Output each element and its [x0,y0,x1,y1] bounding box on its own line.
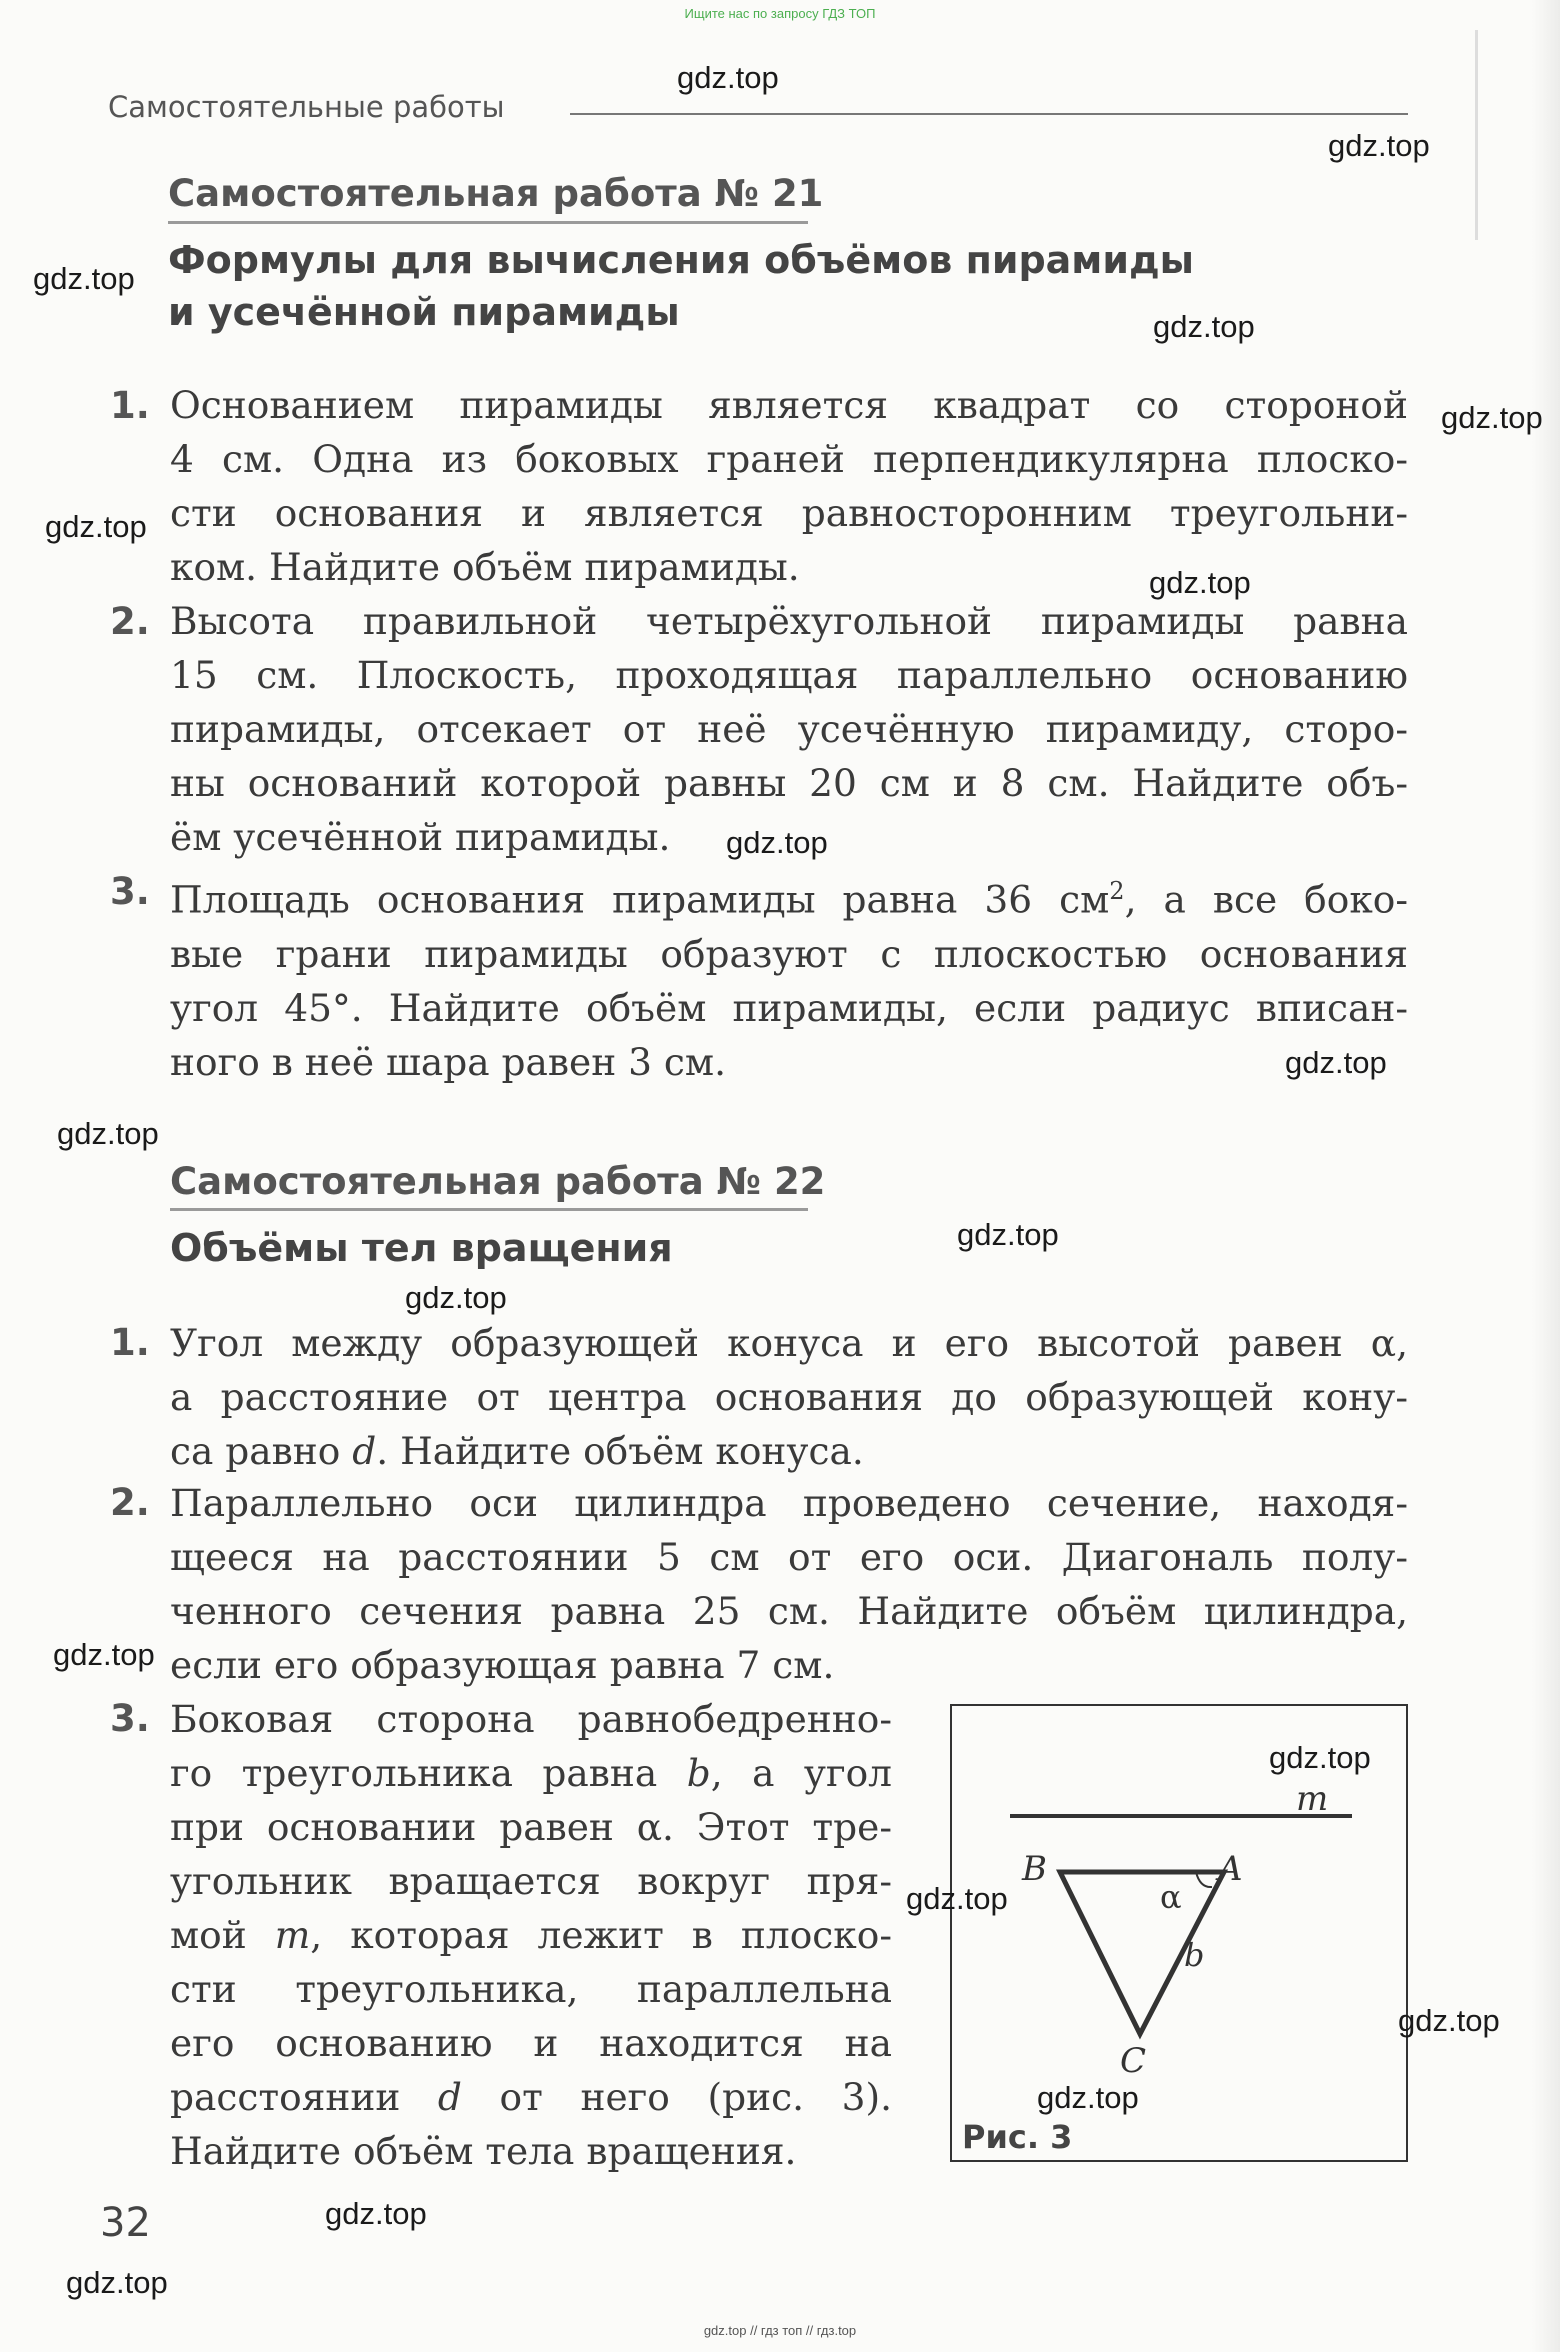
watermark: gdz.top [677,60,779,95]
watermark: gdz.top [66,2265,168,2300]
variable-m: m [274,1913,311,1957]
work22-task3 [170,1692,892,2178]
watermark: gdz.top [906,1881,1008,1916]
task-line: при основании равен α. Этот тре- [170,1805,892,1849]
task-line: 15 см. Плоскость, проходящая параллельно основанию [170,653,1408,697]
task-text: , а угол [710,1751,893,1795]
work22-task2 [170,1476,1408,1692]
task-text: са равно [170,1429,353,1473]
task-line: сти основания и является равносторонним треугольни- [170,491,1408,535]
task-line: 4 см. Одна из боковых граней перпендикулярна плоско- [170,437,1408,481]
task-line [170,1424,1408,1478]
watermark: gdz.top [53,1637,155,1672]
watermark: gdz.top [1149,565,1251,600]
task-line: а расстояние от центра основания до образующей кону- [170,1375,1408,1419]
task-line: Параллельно оси цилиндра проведено сечение, находя- [170,1481,1408,1525]
work21-title: Самостоятельная работа № 21 [168,172,824,215]
task-text: , а все боко- [1124,877,1408,922]
task-number: 1. [110,1321,150,1364]
task-line: его основанию и находится на [170,2021,892,2065]
bottom-note: gdz.top // гдз топ // гдз.top [703,2323,857,2338]
work21-subtitle-line: и усечённой пирамиды [168,290,680,334]
task-line: угольник вращается вокруг пря- [170,1859,892,1903]
task-line [170,2070,892,2124]
variable-d: d [352,1429,377,1473]
task-line: ченного сечения равна 25 см. Найдите объём цилиндра, [170,1589,1408,1633]
variable-b: b [686,1751,711,1795]
label-B: B [1022,1849,1047,1889]
task-line: ного в неё шара равен 3 см. [170,1039,726,1084]
label-b: b [1184,1936,1205,1974]
label-alpha: α [1160,1878,1182,1916]
watermark: gdz.top [33,261,135,296]
watermark: gdz.top [45,509,147,544]
task-line [170,864,1408,927]
task-number: 2. [110,1481,150,1524]
task-text: расстоянии [170,2075,438,2119]
page-number: 32 [100,2200,151,2246]
work21-subtitle [168,234,1194,338]
task-line: угол 45°. Найдите объём пирамиды, если радиус вписан- [170,985,1408,1030]
variable-d: d [437,2075,462,2119]
task-line [170,1908,892,1962]
task-line: если его образующая равна 7 см. [170,1643,835,1687]
task-line: сти треугольника, параллельна [170,1967,892,2011]
work22-title-underline [170,1208,808,1211]
task-number: 3. [110,1697,150,1740]
task-text: го треугольника равна [170,1751,687,1795]
task-line [170,1746,892,1800]
label-m: m [1296,1779,1329,1819]
page-edge-shadow [1532,0,1560,2352]
work22-subtitle: Объёмы тел вращения [170,1226,673,1270]
watermark: gdz.top [1285,1045,1387,1080]
watermark: gdz.top [325,2196,427,2231]
label-C: C [1120,2041,1147,2081]
task-number: 1. [110,384,150,427]
watermark: gdz.top [57,1116,159,1151]
label-A: A [1218,1849,1243,1889]
watermark: gdz.top [726,825,828,860]
watermark: gdz.top [1328,128,1430,163]
task-line: ём усечённой пирамиды. [170,815,671,859]
watermark: gdz.top [1441,400,1543,435]
watermark: gdz.top [1269,1740,1371,1775]
work22-task1 [170,1316,1408,1478]
task-line: Найдите объём тела вращения. [170,2129,797,2173]
work21-title-underline [168,221,808,224]
task-number: 2. [110,600,150,643]
page-crease [1475,30,1478,240]
task-line: пирамиды, отсекает от неё усечённую пирамиду, сторо- [170,707,1408,751]
task-line: Основанием пирамиды является квадрат со стороной [170,383,1408,427]
task-line: Угол между образующей конуса и его высотой равен α, [170,1321,1408,1365]
running-header: Самостоятельные работы [108,90,505,124]
work21-task2 [170,594,1408,864]
task-line: щееся на расстоянии 5 см от его оси. Диагональ полу- [170,1535,1408,1579]
task-text: , которая лежит в плоско- [310,1913,892,1957]
work22-title: Самостоятельная работа № 22 [170,1160,826,1203]
work21-task3 [170,864,1408,1089]
top-note: Ищите нас по запросу ГДЗ ТОП [684,6,876,21]
task-text: от него (рис. 3). [461,2075,892,2119]
watermark: gdz.top [1153,309,1255,344]
task-number: 3. [110,870,150,913]
superscript: 2 [1109,877,1125,905]
watermark: gdz.top [405,1280,507,1315]
work21-subtitle-line: Формулы для вычисления объёмов пирамиды [168,238,1195,282]
task-line: ком. Найдите объём пирамиды. [170,545,800,589]
watermark: gdz.top [1037,2080,1139,2115]
task-text: Площадь основания пирамиды равна 36 см [170,877,1110,922]
task-line: ны оснований которой равны 20 см и 8 см. Найдите объ- [170,761,1408,805]
task-line: Боковая сторона равнобедренно- [170,1697,892,1741]
watermark: gdz.top [1398,2003,1500,2038]
task-text: мой [170,1913,275,1957]
work21-task1 [170,378,1408,594]
task-line: Высота правильной четырёхугольной пирамиды равна [170,599,1408,643]
task-text: . Найдите объём конуса. [376,1429,864,1473]
watermark: gdz.top [957,1217,1059,1252]
header-rule [570,113,1408,115]
figure-3-caption: Рис. 3 [962,2118,1073,2156]
task-line: вые грани пирамиды образуют с плоскостью основания [170,931,1408,976]
